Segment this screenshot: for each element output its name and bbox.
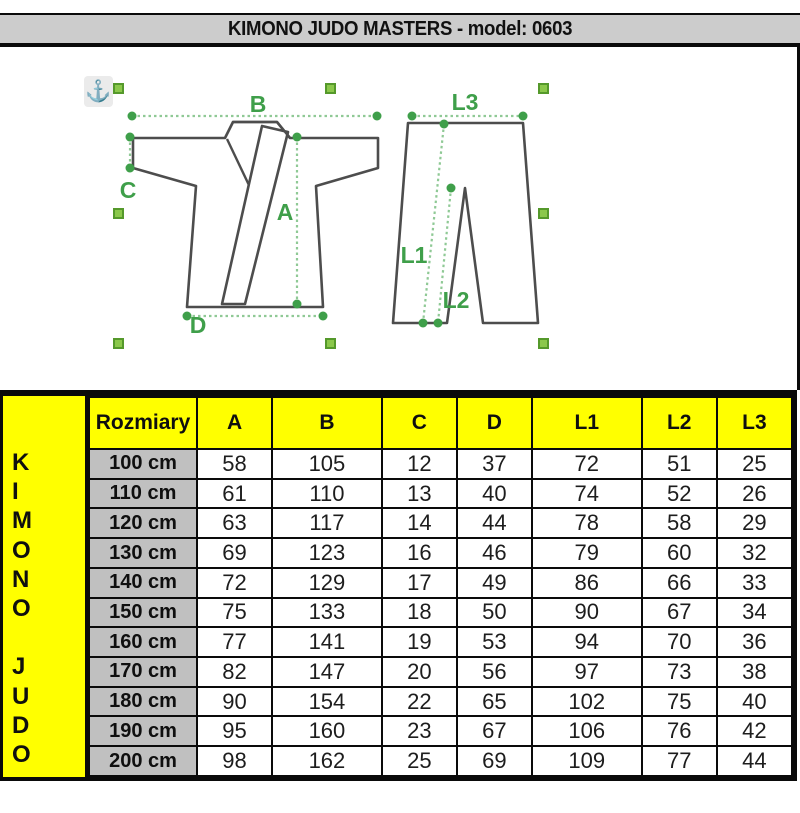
value-cell: 66 — [642, 568, 717, 598]
size-row — [89, 627, 792, 657]
measure-dot — [126, 133, 135, 142]
size-table-body — [89, 449, 792, 776]
value-cell: 74 — [532, 479, 642, 509]
value-cell: 51 — [642, 449, 717, 479]
value-cell: 60 — [642, 538, 717, 568]
label-D: D — [189, 312, 207, 338]
value-cell: 109 — [532, 746, 642, 776]
value-cell: 133 — [272, 598, 382, 628]
value-cell: 42 — [717, 716, 792, 746]
measure-dot — [519, 112, 528, 121]
value-cell: 67 — [457, 716, 532, 746]
value-cell: 162 — [272, 746, 382, 776]
value-cell: 90 — [197, 687, 272, 717]
size-cell: 160 cm — [89, 627, 197, 657]
size-table-header-row — [89, 397, 792, 449]
value-cell: 129 — [272, 568, 382, 598]
value-cell: 97 — [532, 657, 642, 687]
value-cell: 77 — [642, 746, 717, 776]
size-cell: 130 cm — [89, 538, 197, 568]
column-header-l1: L1 — [532, 397, 642, 449]
measure-dot — [408, 112, 417, 121]
column-header-d: D — [457, 397, 532, 449]
value-cell: 110 — [272, 479, 382, 509]
object-anchor-icon[interactable] — [84, 76, 113, 107]
measure-dot — [447, 184, 456, 193]
value-cell: 61 — [197, 479, 272, 509]
value-cell: 12 — [382, 449, 457, 479]
value-cell: 44 — [457, 508, 532, 538]
measure-dot — [419, 319, 428, 328]
vertical-letter: U — [12, 682, 30, 710]
vertical-letter: J — [12, 653, 26, 681]
value-cell: 46 — [457, 538, 532, 568]
vertical-letter: M — [12, 507, 32, 535]
value-cell: 102 — [532, 687, 642, 717]
value-cell: 90 — [532, 598, 642, 628]
value-cell: 98 — [197, 746, 272, 776]
size-table — [88, 396, 793, 777]
kimono-vertical-label — [3, 396, 88, 777]
size-table-section — [0, 390, 797, 781]
value-cell: 69 — [197, 538, 272, 568]
selection-handle-bottom-right[interactable] — [538, 338, 549, 349]
label-L1: L1 — [400, 242, 428, 268]
size-row — [89, 687, 792, 717]
value-cell: 56 — [457, 657, 532, 687]
measure-dot — [293, 300, 302, 309]
label-A: A — [276, 199, 294, 225]
selection-handle-top-left[interactable] — [113, 83, 124, 94]
label-B: B — [249, 91, 267, 117]
column-header-a: A — [197, 397, 272, 449]
value-cell: 38 — [717, 657, 792, 687]
value-cell: 37 — [457, 449, 532, 479]
size-row — [89, 538, 792, 568]
size-row — [89, 716, 792, 746]
value-cell: 33 — [717, 568, 792, 598]
column-header-rozmiary: Rozmiary — [89, 397, 197, 449]
measure-dot — [128, 112, 137, 121]
column-header-l3: L3 — [717, 397, 792, 449]
selection-handle-bottom-center[interactable] — [325, 338, 336, 349]
value-cell: 58 — [642, 508, 717, 538]
size-row — [89, 449, 792, 479]
value-cell: 154 — [272, 687, 382, 717]
vertical-letter-spacer — [12, 623, 85, 652]
value-cell: 105 — [272, 449, 382, 479]
measure-dot — [434, 319, 443, 328]
value-cell: 17 — [382, 568, 457, 598]
value-cell: 72 — [197, 568, 272, 598]
value-cell: 106 — [532, 716, 642, 746]
size-cell: 120 cm — [89, 508, 197, 538]
value-cell: 77 — [197, 627, 272, 657]
value-cell: 20 — [382, 657, 457, 687]
value-cell: 40 — [457, 479, 532, 509]
value-cell: 72 — [532, 449, 642, 479]
value-cell: 123 — [272, 538, 382, 568]
title-bar — [0, 13, 800, 47]
value-cell: 34 — [717, 598, 792, 628]
anchor-glyph: ⚓ — [85, 80, 112, 103]
measure-dot — [126, 164, 135, 173]
value-cell: 22 — [382, 687, 457, 717]
value-cell: 58 — [197, 449, 272, 479]
size-cell: 170 cm — [89, 657, 197, 687]
measure-dot — [440, 120, 449, 129]
value-cell: 14 — [382, 508, 457, 538]
value-cell: 63 — [197, 508, 272, 538]
column-header-c: C — [382, 397, 457, 449]
value-cell: 36 — [717, 627, 792, 657]
value-cell: 82 — [197, 657, 272, 687]
value-cell: 75 — [642, 687, 717, 717]
value-cell: 160 — [272, 716, 382, 746]
value-cell: 29 — [717, 508, 792, 538]
value-cell: 18 — [382, 598, 457, 628]
value-cell: 25 — [717, 449, 792, 479]
vertical-letter: O — [12, 594, 31, 622]
measure-dot — [373, 112, 382, 121]
vertical-letter: D — [12, 711, 30, 739]
size-cell: 110 cm — [89, 479, 197, 509]
value-cell: 49 — [457, 568, 532, 598]
value-cell: 86 — [532, 568, 642, 598]
value-cell: 73 — [642, 657, 717, 687]
size-cell: 180 cm — [89, 687, 197, 717]
measure-dot — [319, 312, 328, 321]
vertical-letter: K — [12, 449, 30, 476]
value-cell: 32 — [717, 538, 792, 568]
value-cell: 141 — [272, 627, 382, 657]
value-cell: 79 — [532, 538, 642, 568]
value-cell: 94 — [532, 627, 642, 657]
vertical-letter: O — [12, 740, 31, 768]
selection-handle-middle-right[interactable] — [538, 208, 549, 219]
selection-handle-top-center[interactable] — [325, 83, 336, 94]
label-C: C — [119, 177, 137, 203]
vertical-letter: O — [12, 536, 31, 564]
vertical-letter: I — [12, 478, 19, 506]
value-cell: 26 — [717, 479, 792, 509]
size-cell: 140 cm — [89, 568, 197, 598]
garment-diagram-canvas — [0, 47, 800, 390]
jacket-drawing — [133, 122, 378, 307]
page-title: KIMONO JUDO MASTERS - model: 0603 — [227, 18, 573, 40]
selection-handle-top-right[interactable] — [538, 83, 549, 94]
value-cell: 95 — [197, 716, 272, 746]
column-header-b: B — [272, 397, 382, 449]
value-cell: 44 — [717, 746, 792, 776]
value-cell: 50 — [457, 598, 532, 628]
label-L3: L3 — [451, 89, 479, 115]
measure-dot — [293, 133, 302, 142]
value-cell: 76 — [642, 716, 717, 746]
value-cell: 52 — [642, 479, 717, 509]
size-row — [89, 479, 792, 509]
size-row — [89, 598, 792, 628]
size-cell: 100 cm — [89, 449, 197, 479]
value-cell: 117 — [272, 508, 382, 538]
label-L2: L2 — [442, 287, 470, 313]
selection-handle-bottom-left[interactable] — [113, 338, 124, 349]
value-cell: 25 — [382, 746, 457, 776]
value-cell: 65 — [457, 687, 532, 717]
value-cell: 13 — [382, 479, 457, 509]
value-cell: 67 — [642, 598, 717, 628]
value-cell: 40 — [717, 687, 792, 717]
value-cell: 75 — [197, 598, 272, 628]
size-cell: 150 cm — [89, 598, 197, 628]
value-cell: 147 — [272, 657, 382, 687]
size-cell: 200 cm — [89, 746, 197, 776]
value-cell: 23 — [382, 716, 457, 746]
value-cell: 19 — [382, 627, 457, 657]
size-row — [89, 657, 792, 687]
size-row — [89, 746, 792, 776]
value-cell: 78 — [532, 508, 642, 538]
size-row — [89, 508, 792, 538]
value-cell: 69 — [457, 746, 532, 776]
value-cell: 70 — [642, 627, 717, 657]
value-cell: 16 — [382, 538, 457, 568]
value-cell: 53 — [457, 627, 532, 657]
selection-handle-middle-left[interactable] — [113, 208, 124, 219]
size-row — [89, 568, 792, 598]
vertical-letter: N — [12, 565, 30, 593]
column-header-l2: L2 — [642, 397, 717, 449]
size-cell: 190 cm — [89, 716, 197, 746]
